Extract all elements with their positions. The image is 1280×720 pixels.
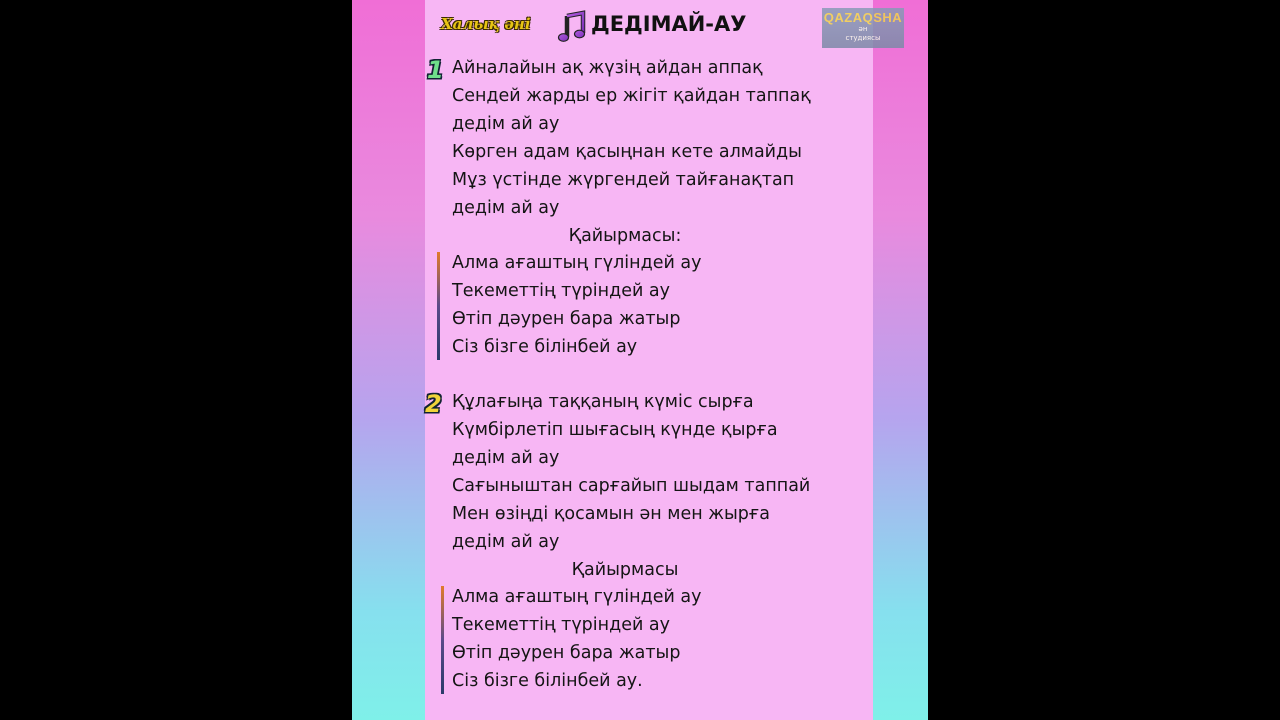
- lyric-line: Күмбірлетіп шығасың күнде қырға: [452, 420, 778, 440]
- verse-number-2: 2: [425, 390, 442, 418]
- song-title: ДЕДІМАЙ-АУ: [591, 12, 747, 36]
- lyric-line: дедім ай ау: [452, 448, 560, 468]
- lyric-line: Өтіп дәурен бара жатыр: [452, 309, 681, 329]
- music-note-icon: [557, 10, 587, 44]
- chorus-heading: Қайырмасы: [571, 560, 679, 580]
- lyric-line: Сіз бізге білінбей ау.: [452, 671, 643, 691]
- chorus-bar: [441, 586, 444, 694]
- lyric-line: Өтіп дәурен бара жатыр: [452, 643, 681, 663]
- lyric-line: Мұз үстінде жүргендей тайғанақтап: [452, 170, 795, 190]
- lyric-line: Айналайын ақ жүзің айдан аппақ: [452, 58, 763, 78]
- lyric-line: Көрген адам қасыңнан кете алмайды: [452, 142, 802, 162]
- folk-song-label: Халық әні: [441, 15, 531, 33]
- lyric-line: Алма ағаштың гүліндей ау: [452, 253, 702, 273]
- lyric-line: дедім ай ау: [452, 532, 560, 552]
- lyric-line: Сағыныштан сарғайып шыдам таппай: [452, 476, 811, 496]
- studio-logo: QAZAQSHA ән студиясы: [822, 8, 904, 48]
- chorus-bar: [437, 252, 440, 360]
- lyric-line: Текеметтің түріндей ау: [452, 615, 670, 635]
- lyric-line: Құлағыңа таққаның күміс сырға: [452, 392, 754, 412]
- lyric-line: дедім ай ау: [452, 114, 560, 134]
- lyric-line: Мен өзіңді қосамын ән мен жырға: [452, 504, 770, 524]
- verse-number-1: 1: [427, 56, 444, 84]
- lyric-line: дедім ай ау: [452, 198, 560, 218]
- chorus-heading: Қайырмасы:: [568, 226, 682, 246]
- lyric-line: Текеметтің түріндей ау: [452, 281, 670, 301]
- lyric-line: Сіз бізге білінбей ау: [452, 337, 638, 357]
- lyric-line: Сендей жарды ер жігіт қайдан таппақ: [452, 86, 811, 106]
- lyrics-panel: [425, 0, 873, 720]
- lyric-line: Алма ағаштың гүліндей ау: [452, 587, 702, 607]
